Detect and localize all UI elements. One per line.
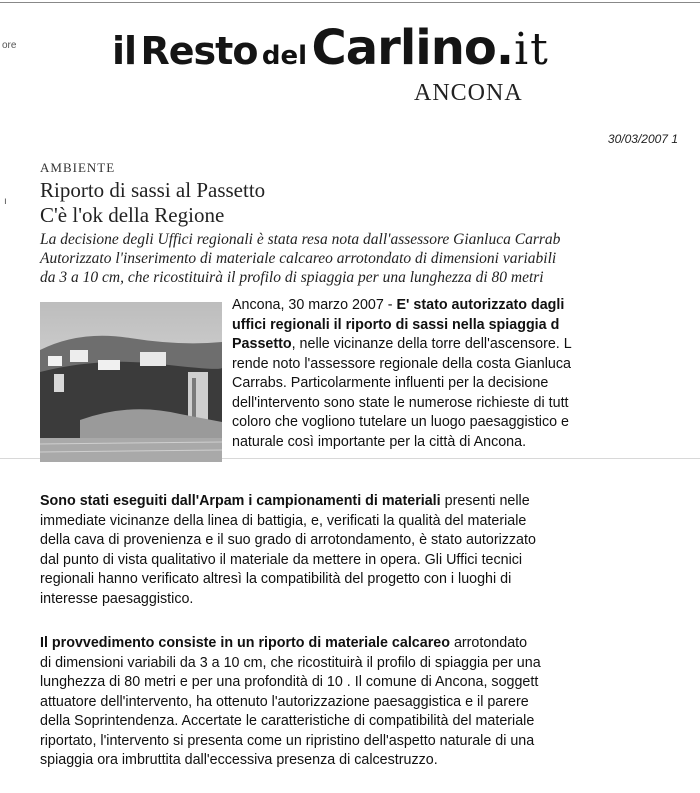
edition-city: ANCONA [414,80,523,106]
p2-line-7: spiaggia ora imbruttita dall'eccessiva presenza di calcestruzzo. [40,752,438,768]
photo-building-2 [70,350,88,362]
p1-line-3: della cava di provenienza e il suo grado di arrotondamento, è stato autorizzato [40,532,536,548]
lead-paragraph [232,296,692,452]
lead-line-4: rende noto l'assessore regionale della costa Gianluca [232,355,571,372]
top-scan-line [0,2,700,3]
article-title [40,178,265,228]
masthead-del: del [261,41,308,71]
newspaper-masthead [112,20,550,76]
lead-line-3-rest: , nelle vicinanze della torre dell'ascensore. L [291,336,572,352]
lead-line-7: coloro che vogliono tutelare un luogo paesaggistico e [232,414,570,430]
paragraph-provvedimento [40,634,700,771]
lead-line-2 [232,316,692,336]
p2-line-5: della Soprintendenza. Accertate le caratteristiche di compatibilità del materiale [40,713,535,729]
p2-line-1-rest: arrotondato [449,635,528,651]
photo-building-5 [54,374,64,392]
section-label: AMBIENTE [40,160,116,175]
article-photo [40,302,222,462]
masthead-resto: Resto [140,29,258,73]
title-line-1: Riporto di sassi al Passetto [40,178,266,202]
paragraph-arpam [40,492,700,609]
p1-line-1 [40,492,700,512]
photo-building-3 [98,360,120,370]
lead-bold-3: Passetto [232,336,292,352]
p1-line-4: dal punto di vista qualitativo il materiale da mettere in opera. Gli Uffici tecnici [40,551,523,568]
publication-date: 30/03/2007 1 [607,132,678,146]
p1-line-6: interesse paesaggistico. [40,590,194,607]
p1-line-5: regionali hanno verificato altresì la compatibilità del progetto con i luoghi di [40,571,512,587]
p1-line-1-rest: presenti nelle [440,493,530,509]
lead-line-6: dell'intervento sono state le numerose richieste di tutt [232,394,569,411]
margin-note: ore [2,40,17,51]
margin-mark: ı [4,196,7,207]
subtitle-line-3: da 3 a 10 cm, che ricostituirà il profilo di spiaggia per una lunghezza di 80 metri [40,269,544,286]
lead-line-1 [232,296,692,316]
masthead-dot: . [495,20,515,76]
masthead-il: il [112,29,137,73]
masthead-it: it [514,24,550,75]
lead-line-5: Carrabs. Particolarmente influenti per la decisione [232,375,549,391]
title-line-2: C'è l'ok della Regione [40,203,225,227]
subtitle-line-1: La decisione degli Uffici regionali è stata resa nota dall'assessore Gianluca Carrab [40,231,561,248]
photo-building-4 [140,352,166,366]
lead-bold-1: E' stato autorizzato dagli [396,297,565,313]
article-subtitle [40,230,660,287]
lead-bold-2: uffici regionali il riporto di sassi nella spiaggia d [232,316,560,333]
p2-bold: Il provvedimento consiste in un riporto di materiale calcareo [40,635,450,651]
p2-line-6: riportato, l'intervento si presenta come un ripristino dell'aspetto naturale di una [40,732,535,749]
lead-dateline: Ancona, 30 marzo 2007 - [232,297,397,313]
lead-line-3 [232,335,692,355]
lead-line-8: naturale così importante per la città di Ancona. [232,433,527,450]
photo-building-1 [48,356,62,366]
p1-bold: Sono stati eseguiti dall'Arpam i campionamenti di materiali [40,493,441,509]
p2-line-4: attuatore dell'intervento, ha ottenuto l'autorizzazione paesaggistica e il parere [40,693,529,710]
p1-line-2: immediate vicinanze della linea di battigia, e, verificati la qualità del materiale [40,512,527,529]
p2-line-1 [40,634,700,654]
p2-line-2: di dimensioni variabili da 3 a 10 cm, che ricostituirà il profilo di spiaggia per una [40,654,541,671]
p2-line-3: lunghezza di 80 metri e per una profondità di 10 . Il comune di Ancona, soggett [40,674,539,690]
subtitle-line-2: Autorizzato l'inserimento di materiale calcareo arrotondato di dimensioni variabili [40,250,557,267]
masthead-carlino: Carlino [311,20,496,76]
